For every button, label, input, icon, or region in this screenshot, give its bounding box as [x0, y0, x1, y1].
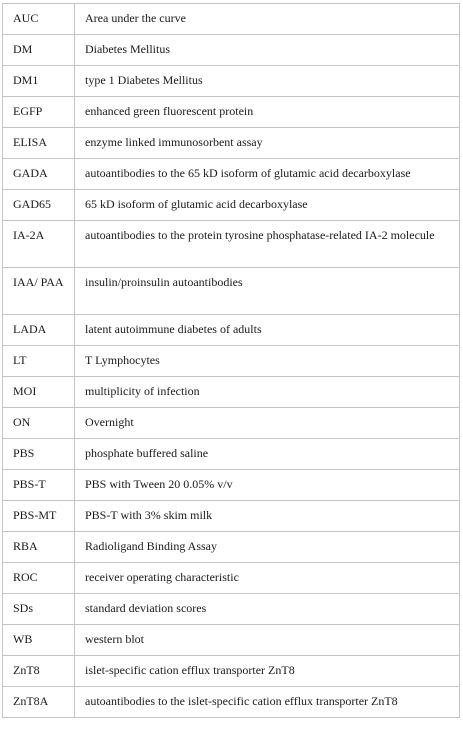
abbreviation-cell: PBS: [3, 439, 75, 470]
definition-cell: T Lymphocytes: [75, 346, 460, 377]
abbreviation-cell: MOI: [3, 377, 75, 408]
table-row: [3, 470, 460, 501]
table-row: [3, 190, 460, 221]
definition-cell: receiver operating characteristic: [75, 563, 460, 594]
definition-cell: autoantibodies to the islet-specific cation efflux transporter ZnT8: [75, 687, 460, 718]
definition-cell: phosphate buffered saline: [75, 439, 460, 470]
definition-cell: multiplicity of infection: [75, 377, 460, 408]
definition-cell: 65 kD isoform of glutamic acid decarboxylase: [75, 190, 460, 221]
abbreviation-cell: SDs: [3, 594, 75, 625]
table-row: [3, 501, 460, 532]
abbreviation-cell: PBS-MT: [3, 501, 75, 532]
abbreviation-cell: WB: [3, 625, 75, 656]
definition-cell: islet-specific cation efflux transporter ZnT8: [75, 656, 460, 687]
abbreviation-cell: AUC: [3, 4, 75, 35]
definition-cell: standard deviation scores: [75, 594, 460, 625]
definition-cell: insulin/proinsulin autoantibodies: [75, 268, 460, 315]
table-row: [3, 656, 460, 687]
definition-cell: enzyme linked immunosorbent assay: [75, 128, 460, 159]
table-row: [3, 128, 460, 159]
definition-cell: enhanced green fluorescent protein: [75, 97, 460, 128]
abbreviation-cell: ZnT8: [3, 656, 75, 687]
abbreviation-cell: DM1: [3, 66, 75, 97]
abbreviation-cell: GADA: [3, 159, 75, 190]
table-row: [3, 532, 460, 563]
table-row: [3, 315, 460, 346]
table-row: [3, 439, 460, 470]
definition-cell: autoantibodies to the 65 kD isoform of glutamic acid decarboxylase: [75, 159, 460, 190]
abbreviation-cell: IAA/ PAA: [3, 268, 75, 315]
abbreviation-cell: ON: [3, 408, 75, 439]
table-row: [3, 346, 460, 377]
abbreviation-cell: LADA: [3, 315, 75, 346]
table-row: [3, 563, 460, 594]
table-row: [3, 159, 460, 190]
table-row: [3, 268, 460, 315]
abbreviation-cell: ELISA: [3, 128, 75, 159]
abbreviation-cell: EGFP: [3, 97, 75, 128]
abbreviation-cell: LT: [3, 346, 75, 377]
definition-cell: western blot: [75, 625, 460, 656]
table-row: [3, 687, 460, 718]
abbreviation-cell: GAD65: [3, 190, 75, 221]
definition-cell: PBS with Tween 20 0.05% v/v: [75, 470, 460, 501]
abbreviation-cell: IA-2A: [3, 221, 75, 268]
abbreviation-cell: PBS-T: [3, 470, 75, 501]
abbreviations-table: [2, 3, 460, 718]
abbreviation-cell: DM: [3, 35, 75, 66]
definition-cell: Radioligand Binding Assay: [75, 532, 460, 563]
table-row: [3, 377, 460, 408]
table-row: [3, 4, 460, 35]
table-row: [3, 221, 460, 268]
table-row: [3, 97, 460, 128]
definition-cell: PBS-T with 3% skim milk: [75, 501, 460, 532]
definition-cell: Overnight: [75, 408, 460, 439]
table-row: [3, 35, 460, 66]
definition-cell: type 1 Diabetes Mellitus: [75, 66, 460, 97]
table-row: [3, 66, 460, 97]
definition-cell: autoantibodies to the protein tyrosine phosphatase-related IA-2 molecule: [75, 221, 460, 268]
definition-cell: latent autoimmune diabetes of adults: [75, 315, 460, 346]
table-row: [3, 625, 460, 656]
abbreviation-cell: ROC: [3, 563, 75, 594]
abbreviation-cell: RBA: [3, 532, 75, 563]
abbreviation-cell: ZnT8A: [3, 687, 75, 718]
table-row: [3, 408, 460, 439]
definition-cell: Area under the curve: [75, 4, 460, 35]
definition-cell: Diabetes Mellitus: [75, 35, 460, 66]
table-row: [3, 594, 460, 625]
